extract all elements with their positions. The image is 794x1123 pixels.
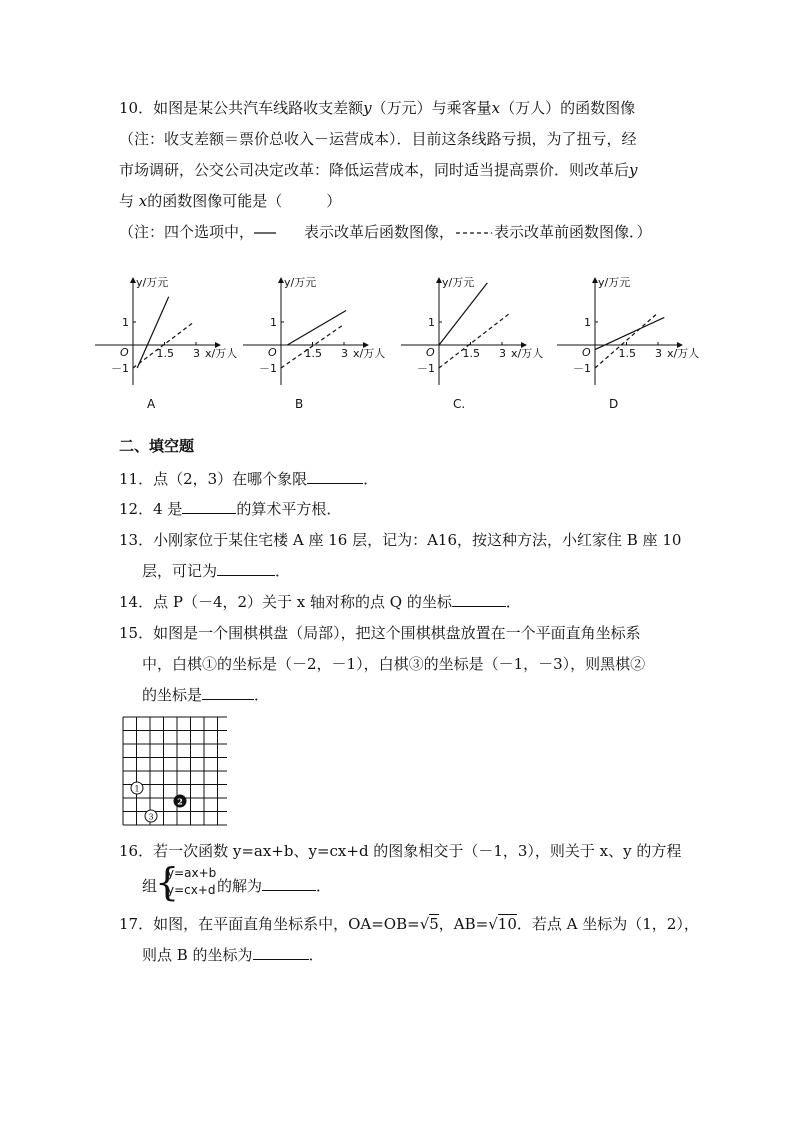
q12 (119, 499, 341, 519)
var-y: y (629, 161, 638, 179)
origin-label: O (582, 346, 591, 359)
q15-answer-blank[interactable] (202, 685, 254, 700)
dashed-line-legend (454, 228, 494, 238)
q14-text: 14．点 P（－4，2）关于 x 轴对称的点 Q 的坐标 (119, 593, 452, 611)
stone-1-label: 1 (134, 784, 140, 794)
sqrt-radicand: 10 (497, 915, 517, 933)
q16-line2-tail (217, 876, 331, 896)
q17-line2 (142, 945, 324, 965)
section-heading: 二、填空题 (119, 437, 195, 455)
q15-line2: 中，白棋①的坐标是（－2，－1），白棋③的坐标是（－1，－3），则黑棋② (142, 655, 646, 673)
graph-option (557, 275, 707, 415)
q15-line1: 15．如图是一个围棋棋盘（局部），把这个围棋棋盘放置在一个平面直角坐标系 (119, 624, 641, 642)
brace-icon: { (155, 860, 180, 904)
stone-2-label: 2 (177, 796, 183, 807)
q15-text: 的坐标是 (142, 686, 203, 704)
q17-answer-blank[interactable] (253, 945, 309, 960)
q14-text: ． (505, 593, 521, 611)
black-stone-2 (174, 795, 186, 807)
q13-text: 层，可记为 (142, 562, 218, 580)
note-text: 表示改革前函数图像．） (494, 223, 652, 241)
origin-label: O (426, 346, 435, 359)
q10-text: （万元）与乘客量 (371, 99, 492, 117)
q12-answer-blank[interactable] (182, 499, 236, 514)
q16-line1: 16．若一次函数 y=ax+b、y=cx+d 的图象相交于（－1，3），则关于 x、y 的方程 (119, 842, 682, 860)
tick-label-1: 1 (584, 316, 591, 329)
q10-text: （万人）的函数图像 (500, 99, 636, 117)
tick-label-3: 3 (341, 347, 348, 360)
sqrt-icon: √ (419, 915, 430, 933)
q10-line4 (119, 191, 341, 211)
tick-label-minus-1: －1 (259, 362, 277, 375)
tick-label-minus-1: －1 (573, 362, 591, 375)
sqrt-radicand: 5 (429, 915, 439, 933)
var-x: x (491, 99, 501, 117)
q10-note (119, 222, 652, 242)
q17-text: 17．如图，在平面直角坐标系中，OA=OB= (119, 915, 420, 933)
q15-line3 (142, 685, 269, 705)
tick-label-1-5: 1.5 (156, 347, 174, 360)
y-axis-label: y/万元 (442, 276, 475, 289)
q15-text: ． (254, 686, 270, 704)
y-axis-label: y/万元 (136, 276, 169, 289)
q14-answer-blank[interactable] (452, 592, 506, 607)
var-x: x (138, 192, 148, 210)
tick-label-1-5: 1.5 (462, 347, 480, 360)
q10-text: ） (326, 192, 342, 210)
q16-text: ． (316, 877, 332, 895)
q10-text: 与 (119, 192, 135, 210)
graph-option (95, 275, 245, 415)
graph-caption[interactable]: D (609, 397, 619, 411)
tick-label-minus-1: －1 (111, 362, 129, 375)
q11 (119, 469, 378, 489)
q10-line3 (119, 160, 638, 180)
tick-label-1: 1 (122, 316, 129, 329)
q17-text: ．若点 A 坐标为（1，2）， (516, 915, 699, 933)
graph-option (401, 275, 551, 415)
q16-label-zu: 组 (142, 877, 158, 895)
white-stone-3 (145, 810, 157, 822)
q13-text: ． (275, 562, 291, 580)
x-axis-label: x/万人 (205, 347, 238, 360)
tick-label-3: 3 (499, 347, 506, 360)
q16-answer-blank[interactable] (262, 876, 316, 891)
equation-1: y=ax+b (167, 866, 217, 880)
q10-line1 (119, 98, 635, 118)
origin-label: O (268, 346, 277, 359)
tick-label-minus-1: －1 (417, 362, 435, 375)
q17-text: ，AB= (438, 915, 489, 933)
q10-text: 市场调研，公交公司决定改革：降低运营成本，同时适当提高票价．则改革后 (119, 161, 630, 179)
graph-caption[interactable]: B (295, 397, 304, 411)
q14 (119, 592, 521, 612)
q17-line1 (119, 914, 699, 934)
tick-label-3: 3 (655, 347, 662, 360)
q10-text: 的函数图像可能是（ (147, 192, 283, 210)
q17-text: ． (308, 946, 324, 964)
q11-text: 11．点（2，3）在哪个象限 (119, 470, 308, 488)
q16-text: 的解为 (217, 877, 263, 895)
graph-caption[interactable]: C. (453, 397, 466, 411)
x-axis-label: x/万人 (353, 347, 386, 360)
board-grid (123, 717, 227, 825)
tick-label-1-5: 1.5 (618, 347, 636, 360)
y-axis-label: y/万元 (284, 276, 317, 289)
stone-3-label: 3 (148, 812, 154, 822)
solid-line-legend (254, 228, 304, 238)
origin-label: O (120, 346, 129, 359)
q17-text: 则点 B 的坐标为 (142, 946, 253, 964)
sqrt-icon: √ (488, 915, 498, 933)
q10-line2: （注：收支差额＝票价总收入－运营成本）．目前这条线路亏损，为了扭亏，经 (119, 130, 637, 148)
y-axis-label: y/万元 (598, 276, 631, 289)
q13-line2 (142, 561, 290, 581)
note-text: 表示改革后函数图像， (304, 223, 455, 241)
q13-answer-blank[interactable] (217, 561, 275, 576)
var-y: y (363, 99, 372, 117)
graph-caption[interactable]: A (147, 397, 156, 411)
q11-text: ． (363, 470, 379, 488)
q12-text: 的算术平方根． (236, 500, 342, 518)
note-text: （注：四个选项中， (119, 223, 255, 241)
q12-text: 12．4 是 (119, 500, 183, 518)
x-axis-label: x/万人 (511, 347, 544, 360)
q11-answer-blank[interactable] (307, 469, 363, 484)
after-reform-line (287, 311, 346, 346)
x-axis-label: x/万人 (667, 347, 700, 360)
graph-option (243, 275, 393, 415)
tick-label-1-5: 1.5 (304, 347, 322, 360)
tick-label-1: 1 (428, 316, 435, 329)
go-board (121, 715, 227, 831)
tick-label-3: 3 (193, 347, 200, 360)
q13-line1: 13．小刚家位于某住宅楼 A 座 16 层，记为：A16，按这种方法，小红家住 B 座 10 (119, 531, 682, 549)
tick-label-1: 1 (270, 316, 277, 329)
equation-2: y=cx+d (167, 883, 216, 897)
white-stone-1 (131, 782, 143, 794)
q10-text: 10．如图是某公共汽车线路收支差额 (119, 99, 364, 117)
